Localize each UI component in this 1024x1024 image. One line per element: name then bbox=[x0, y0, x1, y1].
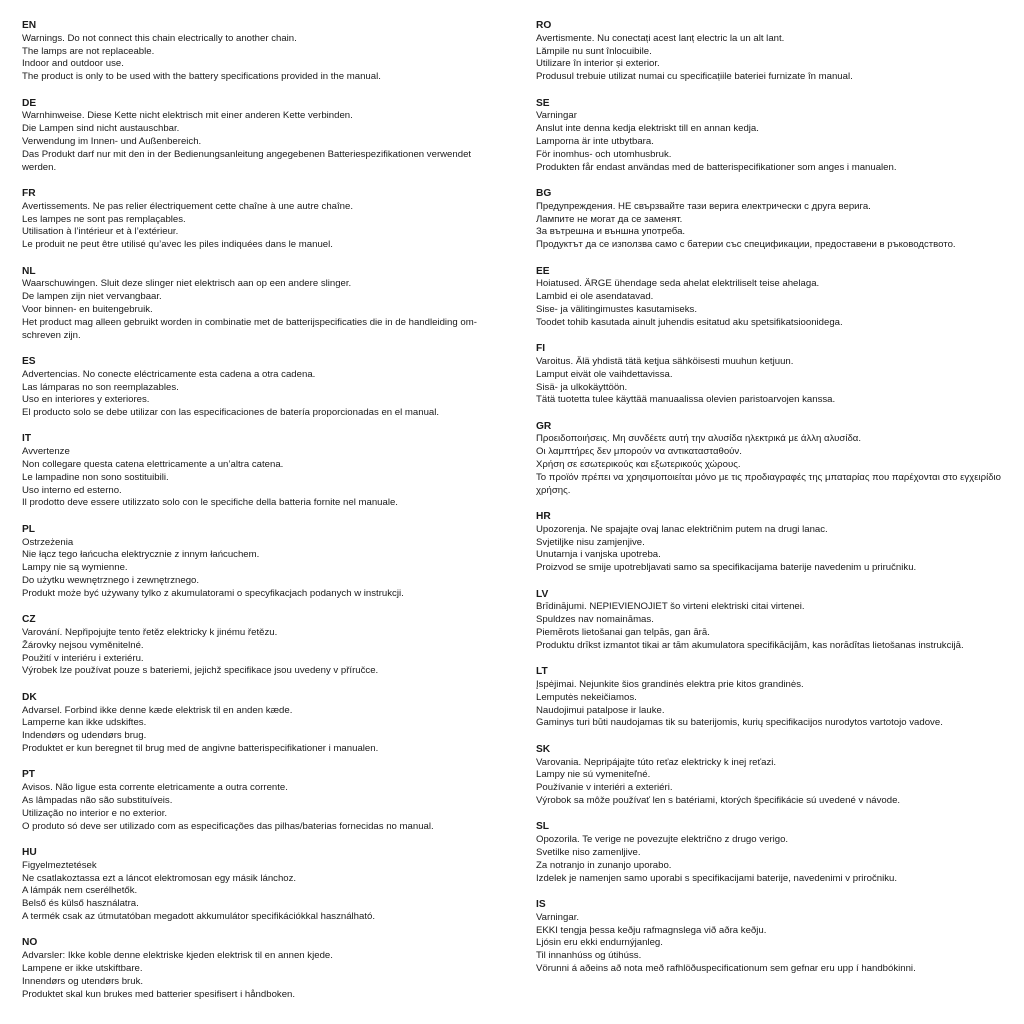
warning-line: Spuldzes nav nomaināmas. bbox=[536, 614, 654, 626]
warning-line: Produktet er kun beregnet til brug med de angivne batterispecifikationer i manualen. bbox=[22, 743, 379, 754]
warning-line: Belső és külső használatra. bbox=[22, 898, 139, 910]
language-code: CZ bbox=[22, 614, 36, 626]
warning-line: Produkten får endast användas med de batterispecifikationer som anges i manualen. bbox=[536, 161, 897, 173]
warning-line: Varningar. bbox=[536, 911, 580, 923]
warning-line: schreven zijn. bbox=[22, 329, 81, 341]
warning-line: Das Produkt darf nur mit den in der Bedienungsanleitung angegebenen Batteriespezifikationen verwendet bbox=[22, 148, 472, 160]
language-code: GR bbox=[536, 420, 552, 432]
warning-line: Varování. Nepřipojujte tento řetěz elektricky k jinému řetězu. bbox=[22, 627, 278, 639]
warning-line: Indoor and outdoor use. bbox=[22, 58, 124, 70]
warning-line: Používanie v interiéri a exteriéri. bbox=[536, 782, 673, 794]
right-column bbox=[536, 20, 1006, 1024]
warning-line: Ne csatlakoztassa ezt a láncot elektromosan egy másik lánchoz. bbox=[22, 872, 297, 884]
warning-line: Žárovky nejsou vyměnitelné. bbox=[22, 639, 144, 651]
warning-line: Продуктът да се използва само с батерии със спецификации, предоставени в ръководството. bbox=[536, 239, 956, 251]
warning-line: Produkt może być używany tylko z akumulatorami o specyfikacjach podanych w instrukcji. bbox=[22, 587, 404, 599]
warning-line: Voor binnen- en buitengebruik. bbox=[22, 303, 153, 315]
warning-line: Za notranjo in zunanjo uporabo. bbox=[536, 859, 672, 871]
warning-line: Tätä tuotetta tulee käyttää manuaalissa olevien paristoarvojen kanssa. bbox=[536, 394, 836, 406]
warning-line: Innendørs og utendørs bruk. bbox=[22, 975, 144, 987]
language-code: HR bbox=[536, 511, 551, 523]
warning-line: Nie łącz tego łańcucha elektrycznie z innym łańcuchem. bbox=[22, 549, 260, 561]
warning-line: Utilização no interior e no exterior. bbox=[22, 807, 168, 819]
language-code: LV bbox=[536, 588, 549, 600]
warning-line: Il prodotto deve essere utilizzato solo con le specifiche della batteria fornite nel manuale. bbox=[22, 497, 398, 509]
warning-section-lt bbox=[536, 666, 1006, 730]
language-code: DK bbox=[22, 691, 37, 703]
warning-line: Indendørs og udendørs brug. bbox=[22, 730, 147, 742]
warning-line: Utilizare în interior și exterior. bbox=[536, 58, 660, 70]
warning-line: Vörunni á aðeins að nota með rafhlöðuspecificationum sem gefnar eru upp í handbókinni. bbox=[536, 962, 916, 974]
warning-line: Die Lampen sind nicht austauschbar. bbox=[22, 123, 180, 135]
warning-section-is bbox=[536, 899, 1006, 976]
language-code: BG bbox=[536, 187, 552, 199]
warning-line: Naudojimui patalpose ir lauke. bbox=[536, 704, 665, 716]
language-code: PL bbox=[22, 523, 36, 535]
warning-line: Varoitus. Älä yhdistä tätä ketjua sähköisesti muuhun ketjuun. bbox=[536, 355, 794, 367]
warning-line: Ljósin eru ekki endurnýjanleg. bbox=[536, 937, 663, 949]
warning-line: Výrobek lze používat pouze s bateriemi, jejichž specifikace jsou uvedeny v příručce. bbox=[22, 665, 379, 677]
warning-line: Toodet tohib kasutada ainult juhendis esitatud aku spetsifikatsioonidega. bbox=[536, 316, 843, 328]
warning-section-ee bbox=[536, 266, 1006, 330]
warning-line: Použití v interiéru i exteriéru. bbox=[22, 652, 144, 664]
warning-section-hu bbox=[22, 847, 492, 924]
language-code: SE bbox=[536, 97, 550, 109]
warning-line: Lemputės nekeičiamos. bbox=[536, 691, 637, 703]
warning-line: Lampy nie sú vymeniteľné. bbox=[536, 769, 651, 781]
warning-line: Advertencias. No conecte eléctricamente esta cadena a otra cadena. bbox=[22, 368, 316, 380]
warning-line: Le lampadine non sono sostituibili. bbox=[22, 471, 169, 483]
language-code: IT bbox=[22, 433, 32, 445]
warning-line: As lâmpadas não são substituíveis. bbox=[22, 794, 173, 806]
warning-section-sl bbox=[536, 821, 1006, 885]
warning-line: Warnhinweise. Diese Kette nicht elektrisch mit einer anderen Kette verbinden. bbox=[22, 110, 353, 122]
warning-line: Sisä- ja ulkokäyttöön. bbox=[536, 381, 628, 393]
warning-line: The lamps are not replaceable. bbox=[22, 45, 155, 57]
warning-section-en bbox=[22, 20, 492, 84]
warning-section-hr bbox=[536, 511, 1006, 575]
warning-section-de bbox=[22, 98, 492, 175]
warning-section-gr bbox=[536, 421, 1006, 498]
warning-line: Lampy nie są wymienne. bbox=[22, 562, 128, 574]
warning-line: Ostrzeżenia bbox=[22, 536, 74, 548]
warning-section-nl bbox=[22, 266, 492, 343]
language-code: EN bbox=[22, 20, 37, 31]
warning-line: Προειδοποιήσεις. Μη συνδέετε αυτή την αλυσίδα ηλεκτρικά με άλλη αλυσίδα. bbox=[536, 433, 862, 445]
warning-line: Svetilke niso zamenljive. bbox=[536, 846, 641, 858]
warning-line: Gaminys turi būti naudojamas tik su baterijomis, kurių specifikacijos nurodytos vartotojo vadove. bbox=[536, 717, 943, 729]
warning-line: Anslut inte denna kedja elektriskt till en annan kedja. bbox=[536, 123, 759, 135]
warning-line: χρήσης. bbox=[536, 484, 571, 496]
warning-section-lv bbox=[536, 589, 1006, 653]
warning-section-pt bbox=[22, 769, 492, 833]
warning-line: Varningar bbox=[536, 110, 577, 122]
warning-line: Piemērots lietošanai gan telpās, gan ārā. bbox=[536, 627, 710, 639]
warning-line: Το προϊόν πρέπει να χρησιμοποιείται μόνο με τις προδιαγραφές της μπαταρίας που παρέχονται στο εγχειρίδιο bbox=[536, 471, 1002, 483]
warning-line: Avvertenze bbox=[22, 446, 70, 458]
warning-line: Opozorila. Te verige ne povezujte električno z drugo verigo. bbox=[536, 834, 789, 846]
warning-line: Verwendung im Innen- und Außenbereich. bbox=[22, 135, 202, 147]
warning-section-es bbox=[22, 356, 492, 420]
warning-section-bg bbox=[536, 188, 1006, 252]
warning-line: Proizvod se smije upotrebljavati samo sa specifikacijama baterije navedenim u priručniku. bbox=[536, 562, 917, 574]
language-code: FI bbox=[536, 343, 546, 355]
language-code: DE bbox=[22, 97, 37, 109]
warning-line: Het product mag alleen gebruikt worden in combinatie met de batterijspecificaties die in de handleiding om- bbox=[22, 316, 477, 328]
warning-line: Svjetiljke nisu zamjenjive. bbox=[536, 536, 645, 548]
warning-line: O produto só deve ser utilizado com as especificações das pilhas/baterias fornecidas no manual. bbox=[22, 820, 434, 832]
warning-section-it bbox=[22, 433, 492, 510]
warning-line: Lampene er ikke utskiftbare. bbox=[22, 962, 143, 974]
language-code: IS bbox=[536, 898, 546, 910]
warning-line: Sise- ja välitingimustes kasutamiseks. bbox=[536, 303, 698, 315]
warning-section-cz bbox=[22, 614, 492, 678]
warning-section-se bbox=[536, 98, 1006, 175]
warning-line: Výrobok sa môže používať len s batériami, ktorých špecifikácie sú uvedené v návode. bbox=[536, 794, 901, 806]
warning-line: Οι λαμπτήρες δεν μπορούν να αντικατασταθούν. bbox=[536, 446, 742, 458]
warning-line: Les lampes ne sont pas remplaçables. bbox=[22, 213, 186, 225]
warning-line: Waarschuwingen. Sluit deze slinger niet elektrisch aan op een andere slinger. bbox=[22, 278, 352, 290]
warning-line: Uso interno ed esterno. bbox=[22, 484, 122, 496]
language-code: FR bbox=[22, 187, 36, 199]
warning-line: Advarsel. Forbind ikke denne kæde elektrisk til en anden kæde. bbox=[22, 704, 293, 716]
warning-line: Non collegare questa catena elettricamente a un’altra catena. bbox=[22, 459, 284, 471]
warning-line: Izdelek je namenjen samo uporabi s specifikacijami baterije, navedenimi v priročniku. bbox=[536, 872, 898, 884]
language-code: PT bbox=[22, 769, 36, 781]
language-code: SK bbox=[536, 743, 551, 755]
language-code: RO bbox=[536, 20, 552, 31]
warning-line: The product is only to be used with the battery specifications provided in the manual. bbox=[22, 71, 381, 83]
language-code: LT bbox=[536, 666, 548, 678]
warning-line: Avertismente. Nu conectați acest lanț electric la un alt lant. bbox=[536, 32, 785, 44]
warning-line: Uso en interiores y exteriores. bbox=[22, 394, 150, 406]
warning-section-dk bbox=[22, 692, 492, 756]
warning-line: Χρήση σε εσωτερικούς και εξωτερικούς χώρους. bbox=[536, 459, 741, 471]
warning-line: За вътрешна и външна употреба. bbox=[536, 226, 686, 238]
warning-line: Til innanhúss og útihúss. bbox=[536, 950, 642, 962]
warning-line: werden. bbox=[22, 161, 57, 173]
warning-line: Brīdinājumi. NEPIEVIENOJIET šo virteni elektriski citai virtenei. bbox=[536, 601, 805, 613]
warning-section-ro bbox=[536, 20, 1006, 84]
warning-line: Предупреждения. НЕ свързвайте тази верига електрически с друга верига. bbox=[536, 200, 871, 212]
warning-line: Upozorenja. Ne spajajte ovaj lanac električnim putem na drugi lanac. bbox=[536, 523, 828, 535]
warning-line: Le produit ne peut être utilisé qu’avec les piles indiquées dans le manuel. bbox=[22, 239, 333, 251]
warning-section-fr bbox=[22, 188, 492, 252]
left-column bbox=[22, 20, 492, 1024]
warning-line: A termék csak az útmutatóban megadott akkumulátor specifikációkkal használható. bbox=[22, 910, 376, 922]
warning-line: Produsul trebuie utilizat numai cu specificațiile bateriei furnizate în manual. bbox=[536, 71, 853, 83]
warning-section-fi bbox=[536, 343, 1006, 407]
language-code: NO bbox=[22, 937, 38, 949]
warning-line: Produktet skal kun brukes med batterier spesifisert i håndboken. bbox=[22, 988, 296, 1000]
warning-section-no bbox=[22, 937, 492, 1001]
warning-line: Avertissements. Ne pas relier électriquement cette chaîne à une autre chaîne. bbox=[22, 200, 353, 212]
warning-section-sk bbox=[536, 744, 1006, 808]
warning-line: Produktu drīkst izmantot tikai ar tām akumulatora specifikācijām, kas norādītas lietošanas instrukcijā. bbox=[536, 639, 964, 651]
warning-line: För inomhus- och utomhusbruk. bbox=[536, 148, 672, 160]
warning-line: Warnings. Do not connect this chain electrically to another chain. bbox=[22, 32, 297, 44]
warning-line: Лампите не могат да се заменят. bbox=[536, 213, 683, 225]
warning-line: Hoiatused. ÄRGE ühendage seda ahelat elektriliselt teise ahelaga. bbox=[536, 278, 820, 290]
warning-line: EKKI tengja þessa keðju rafmagnslega við aðra keðju. bbox=[536, 924, 767, 936]
language-code: NL bbox=[22, 265, 36, 277]
warning-line: Lămpile nu sunt înlocuibile. bbox=[536, 45, 652, 57]
warning-line: Lamperne kan ikke udskiftes. bbox=[22, 717, 147, 729]
language-code: ES bbox=[22, 355, 36, 367]
warning-line: Las lámparas no son reemplazables. bbox=[22, 381, 179, 393]
warning-line: De lampen zijn niet vervangbaar. bbox=[22, 291, 162, 303]
warning-line: Avisos. Não ligue esta corrente eletricamente a outra corrente. bbox=[22, 782, 288, 794]
warning-line: Lamporna är inte utbytbara. bbox=[536, 135, 654, 147]
language-code: SL bbox=[536, 821, 550, 833]
language-code: EE bbox=[536, 265, 550, 277]
warning-section-pl bbox=[22, 524, 492, 601]
warning-line: Advarsler: Ikke koble denne elektriske kjeden elektrisk til en annen kjede. bbox=[22, 950, 333, 962]
warning-line: Lambid ei ole asendatavad. bbox=[536, 291, 654, 303]
warning-line: El producto solo se debe utilizar con las especificaciones de batería proporcionadas en el manual. bbox=[22, 407, 440, 419]
warning-line: Utilisation à l’intérieur et à l’extérieur. bbox=[22, 226, 179, 238]
warning-line: Varovania. Nepripájajte túto reťaz elektricky k inej reťazi. bbox=[536, 756, 777, 768]
warning-line: Do użytku wewnętrznego i zewnętrznego. bbox=[22, 575, 200, 587]
warning-line: Unutarnja i vanjska upotreba. bbox=[536, 549, 661, 561]
warning-line: Lamput eivät ole vaihdettavissa. bbox=[536, 368, 673, 380]
language-code: HU bbox=[22, 846, 37, 858]
warning-line: A lámpák nem cserélhetők. bbox=[22, 885, 138, 897]
warning-line: Figyelmeztetések bbox=[22, 859, 97, 871]
warning-line: Įspėjimai. Nejunkite šios grandinės elektra prie kitos grandinės. bbox=[536, 679, 804, 691]
